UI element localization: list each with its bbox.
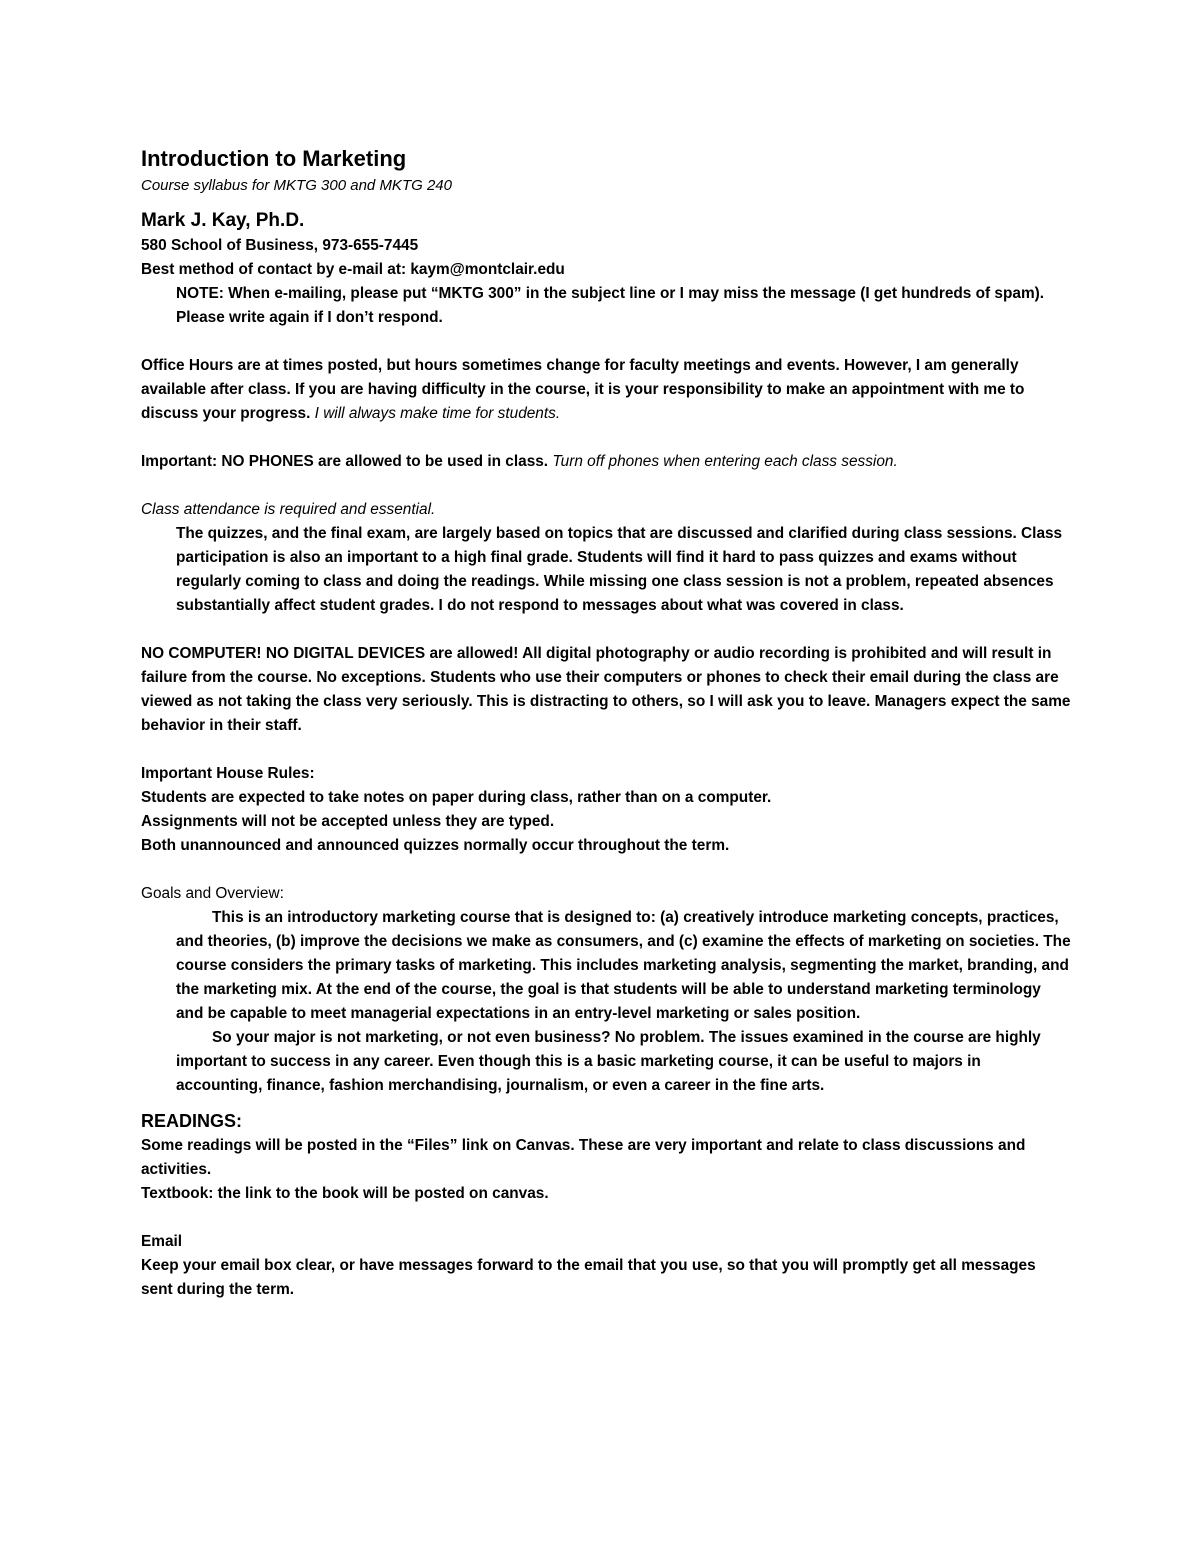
- goals-paragraph: So your major is not marketing, or not even business? No problem. The issues examined in the course are highly important to success in any career. Even though this is a basic marketing course, it can be useful to majors in accounting, finance, fashion merchandising, journalism, or even a career in the fine arts.: [176, 1029, 1041, 1094]
- attendance-body: The quizzes, and the final exam, are largely based on topics that are discussed and clarified during class sessions. Class participation is also an important to a high final grade. Students will find it hard to pass quizzes and exams without regularly coming to class and doing the readings. While missing one class session is not a problem, repeated absences substantially affect student grades. I do not respond to messages about what was covered in class.: [176, 525, 1063, 614]
- author-office: 580 School of Business, 973-655-7445: [141, 237, 419, 254]
- email-heading: Email: [141, 1233, 183, 1250]
- author-contact: Best method of contact by e-mail at: kaym@montclair.edu: [141, 261, 565, 278]
- page-subtitle: Course syllabus for MKTG 300 and MKTG 240: [141, 177, 452, 194]
- page-title: Introduction to Marketing: [141, 146, 407, 171]
- house-rule-item: Both unannounced and announced quizzes normally occur throughout the term.: [141, 837, 730, 854]
- office-hours: [141, 354, 1071, 426]
- phones-text: Important: NO PHONES are allowed to be used in class.: [141, 453, 553, 470]
- phones-italic: Turn off phones when entering each class session.: [552, 453, 898, 470]
- house-rule-item: Students are expected to take notes on paper during class, rather than on a computer.: [141, 789, 772, 806]
- syllabus-page: [141, 144, 1071, 1302]
- house-rules-heading: Important House Rules:: [141, 765, 315, 782]
- house-rule-item: Assignments will not be accepted unless they are typed.: [141, 813, 555, 830]
- readings-files: Some readings will be posted in the “Files” link on Canvas. These are very important and relate to class discussions and activities.: [141, 1137, 1026, 1178]
- email-body: Keep your email box clear, or have messages forward to the email that you use, so that you will promptly get all messages sent during the term.: [141, 1257, 1036, 1298]
- attendance-heading: Class attendance is required and essential.: [141, 501, 436, 518]
- phones-rule: [141, 450, 1071, 474]
- devices-rule: NO COMPUTER! NO DIGITAL DEVICES are allowed! All digital photography or audio recording is prohibited and will result in failure from the course. No exceptions. Students who use their computers or phones to check their email during the class are viewed as not taking the class very seriously. This is distracting to others, so I will ask you to leave. Managers expect the same behavior in their staff.: [141, 645, 1071, 734]
- office-hours-italic: I will always make time for students.: [314, 405, 561, 422]
- email-note: NOTE: When e-mailing, please put “MKTG 300” in the subject line or I may miss the message (I get hundreds of spam). Please write again if I don’t respond.: [176, 285, 1045, 326]
- goals-heading: Goals and Overview:: [141, 885, 284, 902]
- readings-heading: READINGS:: [141, 1111, 243, 1131]
- readings-textbook: Textbook: the link to the book will be posted on canvas.: [141, 1185, 549, 1202]
- author-name: Mark J. Kay, Ph.D.: [141, 210, 305, 231]
- office-hours-text: Office Hours are at times posted, but hours sometimes change for faculty meetings and events. However, I am generally available after class. If you are having difficulty in the course, it is your responsibility to make an appointment with me to discuss your progress.: [141, 357, 1025, 422]
- goals-paragraph: This is an introductory marketing course that is designed to: (a) creatively introduce marketing concepts, practices, and theories, (b) improve the decisions we make as consumers, and (c) examine the effects of marketing on societies. The course considers the primary tasks of marketing. This includes marketing analysis, segmenting the market, branding, and the marketing mix. At the end of the course, the goal is that students will be able to understand marketing terminology and be capable to meet managerial expectations in an entry-level marketing or sales position.: [176, 909, 1071, 1022]
